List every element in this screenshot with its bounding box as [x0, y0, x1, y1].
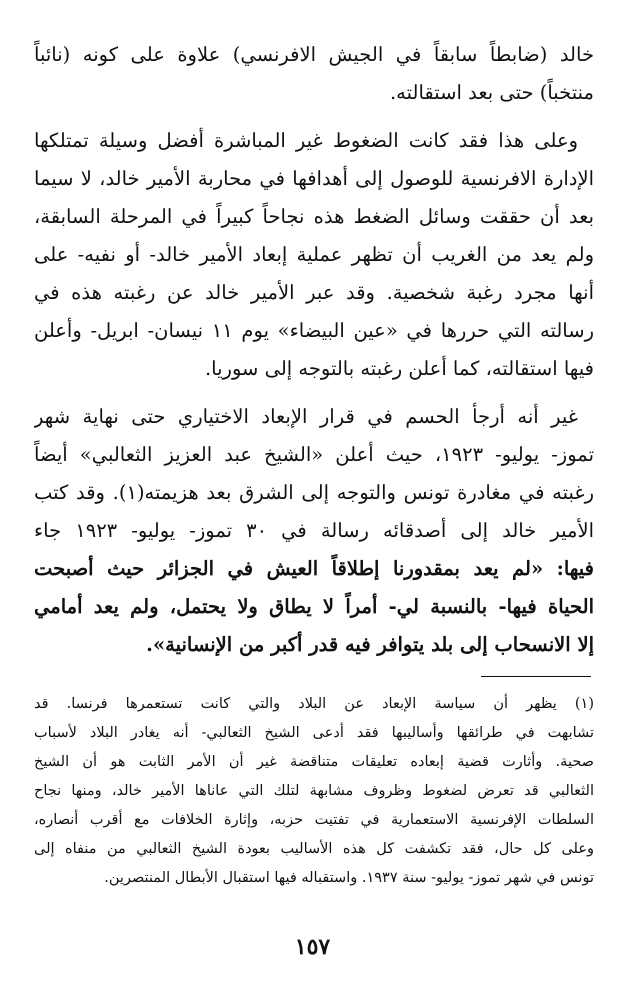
- footnote-divider: [481, 676, 591, 677]
- text-line: غير أنه أرجأ الحسم في قرار الإبعاد الاختياري حتى نهاية شهر: [34, 405, 578, 428]
- footnote: [34, 690, 594, 893]
- text-line: تموز- يوليو- ١٩٢٣، حيث أعلن «الشيخ عبد العزيز الثعالبي» أيضاً: [34, 443, 594, 466]
- text-line: رسالته التي حررها في «عين البيضاء» يوم ١١ نيسان- ابريل- وأعلن: [34, 319, 594, 342]
- text-line: أنها مجرد رغبة شخصية. وقد عبر الأمير خالد عن رغبته هذه في: [34, 281, 594, 304]
- quote-line: إلا الانسحاب إلى بلد يتوافر فيه قدر أكبر من الإنسانية».: [146, 633, 594, 656]
- footnote-line: صحية. وأثارت قضية إبعاده تعليقات متناقضة غير أن الأمر الثابت هو أن الشيخ: [34, 754, 594, 770]
- text-line: ولم يعد من الغريب أن تظهر عملية إبعاد الأمير خالد- أو نفيه- على: [34, 243, 594, 266]
- footnote-line: تونس في شهر تموز- يوليو- سنة ١٩٣٧. واستقباله فيها استقبال الأبطال المنتصرين.: [104, 870, 594, 886]
- paragraph: [34, 122, 594, 388]
- text-line: خالد (ضابطاً سابقاً في الجيش الافرنسي) علاوة على كونه (نائباً: [34, 43, 594, 66]
- page-number: ١٥٧: [294, 934, 331, 960]
- footnote-line: السلطات الإفرنسية الاستعمارية في تفتيت حزبه، وإثارة الخلافات مع أقرب أنصاره،: [34, 812, 594, 828]
- text-line: وعلى هذا فقد كانت الضغوط غير المباشرة أفضل وسيلة تمتلكها: [34, 129, 578, 152]
- main-text: [34, 36, 594, 664]
- footnote-line: الثعالبي قد تعرض لضغوط وظروف مشابهة لتلك التي عاناها الأمير خالد، ومنها نجاح: [34, 783, 594, 799]
- quote-line: فيها: «لم يعد بمقدورنا إطلاقاً العيش في الجزائر حيث أصبحت: [34, 557, 594, 580]
- text-line: الأمير خالد إلى أصدقائه رسالة في ٣٠ تموز- يوليو- ١٩٢٣ جاء: [34, 519, 594, 542]
- paragraph: [34, 398, 594, 664]
- text-line: رغبته في مغادرة تونس والتوجه إلى الشرق بعد هزيمته(١). وقد كتب: [34, 481, 594, 504]
- footnote-line: (١) يظهر أن سياسة الإبعاد عن البلاد والتي كانت تستعمرها فرنسا. قد: [34, 696, 594, 712]
- footnote-line: وعلى كل حال، فقد تكشفت كل هذه الأساليب بعودة الشيخ الثعالبي من منفاه إلى: [34, 841, 594, 857]
- paragraph: [34, 36, 594, 112]
- text-line: منتخباً) حتى بعد استقالته.: [389, 81, 594, 104]
- quote-line: الحياة فيها- بالنسبة لي- أمراً لا يطاق ولا يحتمل، ولم يعد أمامي: [34, 595, 594, 618]
- footnote-line: تشابهت في طرائقها وأساليبها فقد أدعى الشيخ الثعالبي- أنه يغادر البلاد لأسباب: [34, 725, 594, 741]
- text-line: بعد أن حققت وسائل الضغط هذه نجاحاً كبيراً في المرحلة السابقة،: [34, 205, 594, 228]
- text-line: فيها استقالته، كما أعلن رغبته بالتوجه إلى سوريا.: [204, 357, 594, 380]
- text-line: الإدارة الافرنسية للوصول إلى أهدافها في محاربة الأمير خالد، لا سيما: [34, 167, 594, 190]
